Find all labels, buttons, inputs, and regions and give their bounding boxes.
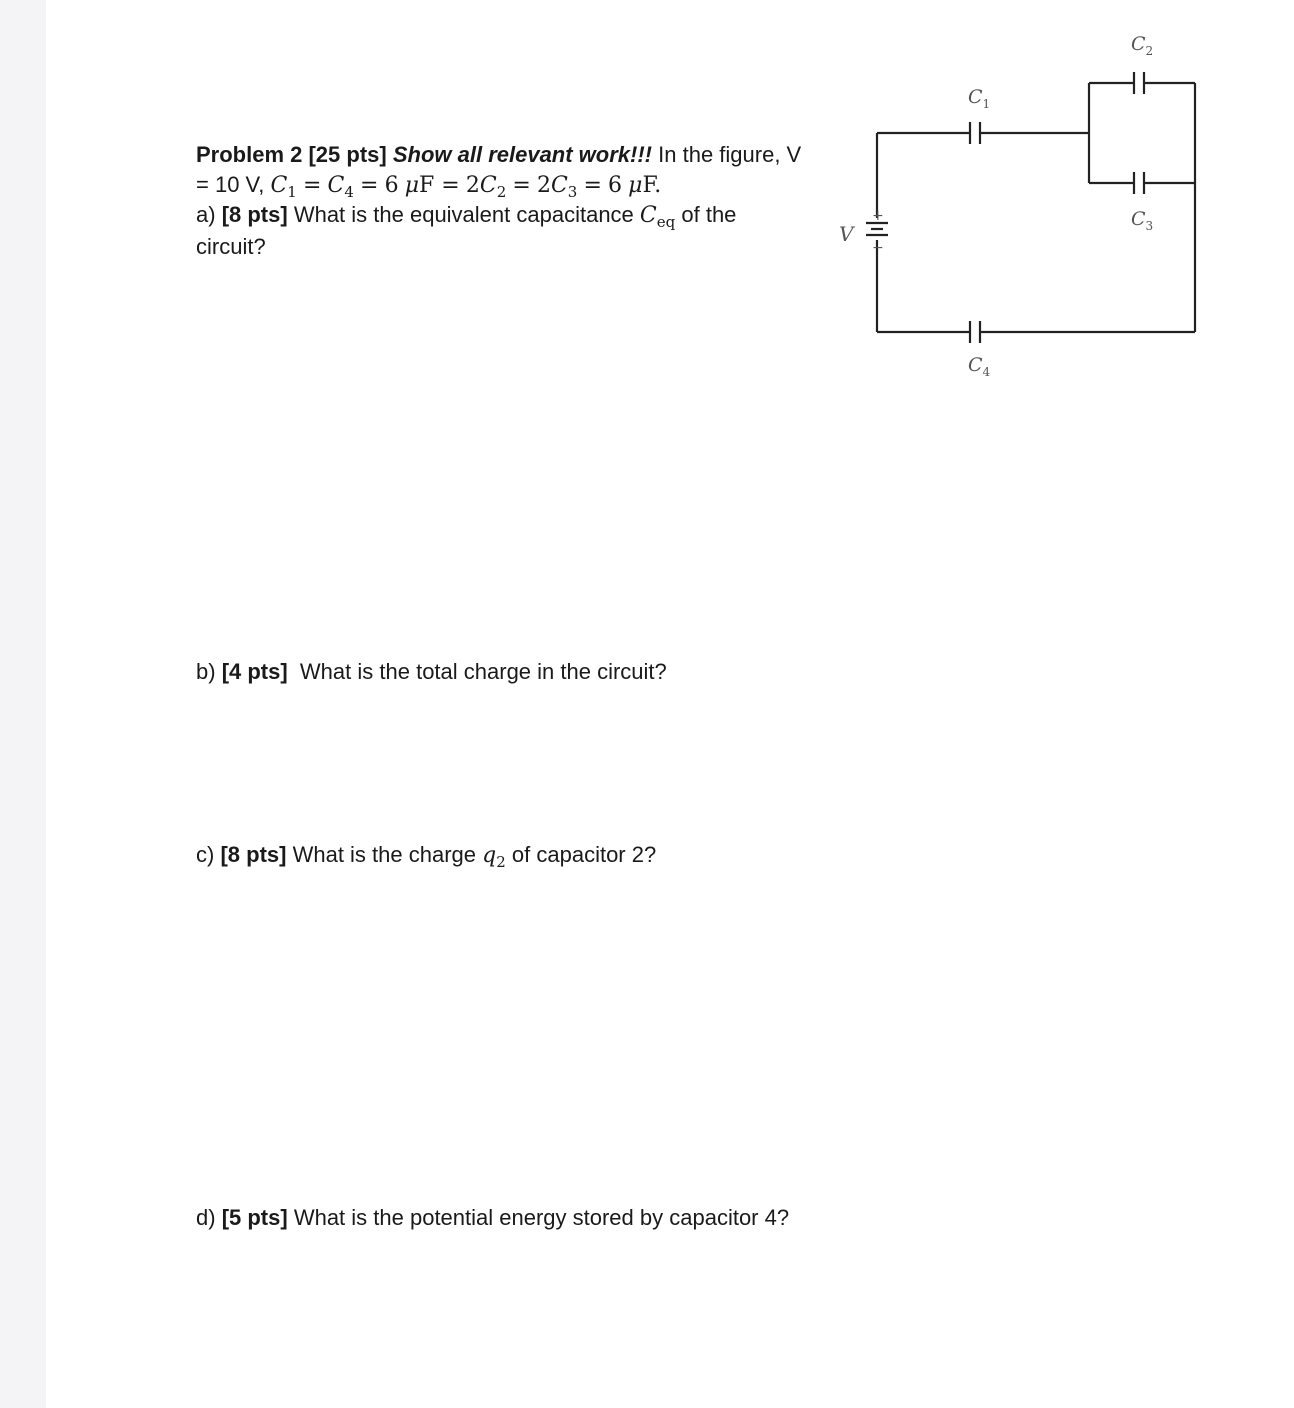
- voltage-value: = 10 V,: [196, 172, 265, 197]
- math-ceq: $C_{eq}$: [639, 203, 676, 231]
- part-a-text: What is the equivalent capacitance: [293, 202, 634, 227]
- six-value: 6: [608, 173, 623, 198]
- problem-line-1: [196, 140, 801, 170]
- coefficient-two: 2: [465, 173, 480, 198]
- part-d-label: d): [196, 1205, 216, 1230]
- part-b-label: b): [196, 659, 216, 684]
- part-c-text-after: of capacitor 2?: [511, 842, 657, 867]
- part-c-text: What is the charge: [292, 842, 477, 867]
- c3-label: $C_3$: [1131, 208, 1154, 233]
- part-a-text-after: of the: [681, 202, 737, 227]
- part-a-points: [8 pts]: [221, 202, 288, 227]
- part-c-points: [8 pts]: [220, 842, 287, 867]
- part-b-text: What is the total charge in the circuit?: [299, 659, 667, 684]
- six-value: 6: [384, 173, 399, 198]
- problem-intro: In the figure, V: [658, 142, 802, 167]
- part-a-question: [196, 200, 736, 231]
- c2-label: $C_2$: [1131, 33, 1154, 58]
- part-a-label: a): [196, 202, 216, 227]
- part-c-label: c): [196, 842, 215, 867]
- part-a-continuation: circuit?: [196, 234, 266, 259]
- problem-line-2: [196, 170, 661, 201]
- battery-minus: −: [872, 240, 884, 256]
- document-page: [46, 0, 1294, 1408]
- mu-symbol: μ: [404, 173, 420, 198]
- problem-instruction: Show all relevant work!!!: [392, 142, 653, 167]
- equals-sign: =: [360, 173, 379, 198]
- math-c1: $C_1$: [270, 173, 297, 201]
- c1-label: $C_1$: [968, 86, 991, 111]
- math-c4: $C_4$: [327, 173, 354, 201]
- farad-unit: F.: [642, 173, 662, 198]
- c4-label: $C_4$: [968, 354, 991, 379]
- part-d-question: [196, 1203, 789, 1233]
- mu-symbol: μ: [628, 173, 643, 198]
- battery-label: V: [839, 222, 854, 246]
- math-c3: $C_3$: [550, 173, 578, 201]
- math-q2: $q_2$: [482, 843, 506, 871]
- part-c-question: [196, 840, 656, 871]
- farad-unit: F =: [419, 173, 460, 198]
- circuit-diagram: [826, 20, 1206, 390]
- equals-sign: =: [302, 173, 322, 198]
- equals-sign: =: [512, 173, 531, 198]
- battery-plus: +: [872, 208, 884, 224]
- problem-title: Problem 2 [25 pts]: [196, 142, 387, 167]
- part-d-text: What is the potential energy stored by capacitor 4?: [293, 1205, 790, 1230]
- part-b-question: [196, 657, 667, 687]
- equals-sign: =: [583, 173, 602, 198]
- math-c2: $C_2$: [479, 173, 507, 201]
- coefficient-two: 2: [536, 173, 551, 198]
- part-b-points: [4 pts]: [221, 659, 288, 684]
- part-d-points: [5 pts]: [221, 1205, 288, 1230]
